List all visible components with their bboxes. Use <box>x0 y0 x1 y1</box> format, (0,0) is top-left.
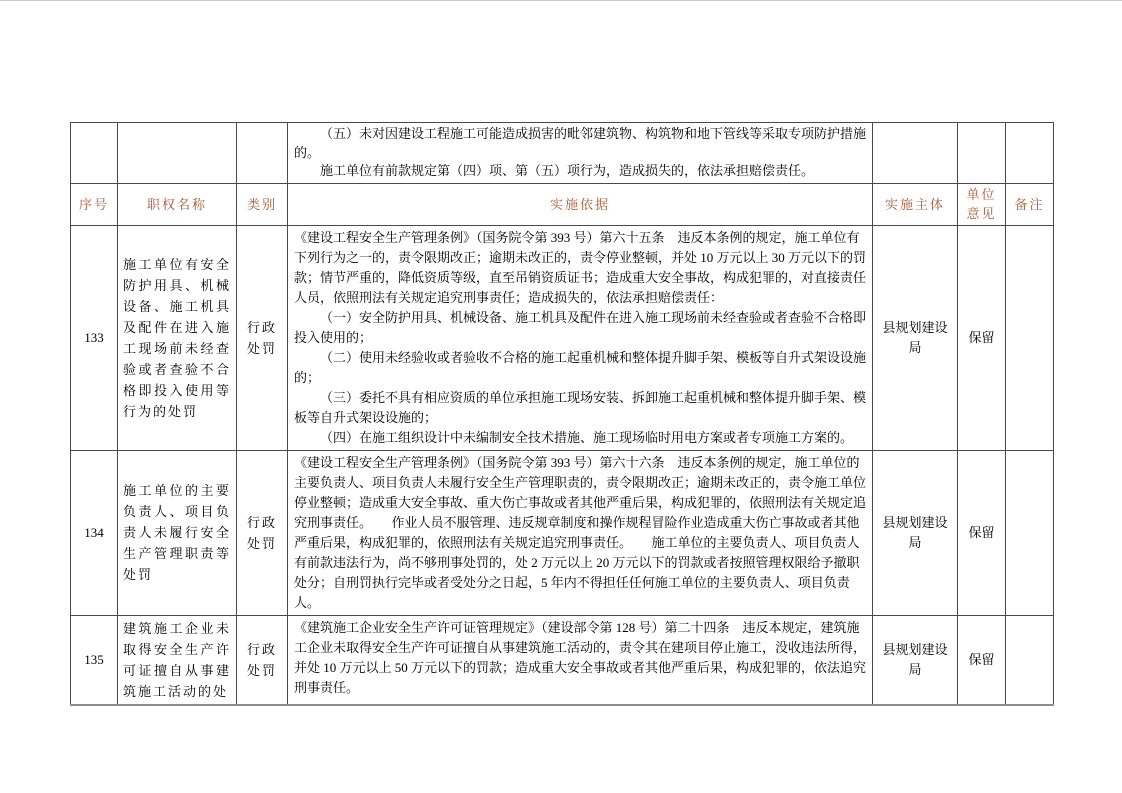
authority-cell: 县规划建设局 <box>873 225 958 450</box>
basis-paragraph: （五）未对因建设工程施工可能造成损害的毗邻建筑物、构筑物和地下管线等采取专项防护措施的。 <box>294 126 867 160</box>
basis-cell <box>288 615 873 705</box>
category-cell: 行政处罚 <box>237 615 288 705</box>
seq-cell: 133 <box>71 225 118 450</box>
header-row <box>71 183 1054 225</box>
opinion-cell: 保留 <box>958 615 1006 705</box>
remark-cell <box>1006 615 1054 705</box>
authority-table <box>70 122 1054 706</box>
basis-paragraph: 《建设工程安全生产管理条例》（国务院令第 393 号）第六十五条 违反本条例的规定，施工单位有下列行为之一的，责令限期改正；逾期未改正的，责令停业整顿，并处 10 万元以上 30 万元以下的罚款；情节严重的，降低资质等级，直至吊销资质证书；造成重大安全事故，构成犯罪的，对直接责任人员，依照刑法有关规定追究刑事责任；造成损失的，依法承担赔偿责任： <box>294 229 867 305</box>
basis-paragraph: （二）使用未经验收或者验收不合格的施工起重机械和整体提升脚手架、模板等自升式架设设施的； <box>294 349 867 385</box>
basis-paragraph: （三）委托不具有相应资质的单位承担施工现场安装、拆卸施工起重机械和整体提升脚手架、模板等自升式架设设施的； <box>294 389 867 425</box>
name-cell <box>118 123 237 184</box>
remark-cell <box>1006 123 1054 184</box>
header-remark: 备注 <box>1006 183 1054 225</box>
authority-cell: 县规划建设局 <box>873 450 958 615</box>
basis-paragraph: （一）安全防护用具、机械设备、施工机具及配件在进入施工现场前未经查验或者查验不合格即投入使用的； <box>294 309 867 345</box>
authority-cell: 县规划建设局 <box>873 615 958 705</box>
header-authority: 实施主体 <box>873 183 958 225</box>
basis-cell <box>288 450 873 615</box>
seq-cell: 134 <box>71 450 118 615</box>
category-cell <box>237 123 288 184</box>
opinion-cell: 保留 <box>958 450 1006 615</box>
basis-paragraph: 《建筑施工企业安全生产许可证管理规定》（建设部令第 128 号）第二十四条 违反本规定，建筑施工企业未取得安全生产许可证擅自从事建筑施工活动的，责令其在建项目停止施工，没收违法所得，并处 10 万元以上 50 万元以下的罚款；造成重大安全事故或者其他严重后果，构成犯罪的，依法追究刑事责任。 <box>294 619 867 695</box>
name-cell: 建筑施工企业未取得安全生产许可证擅自从事建筑施工活动的处 <box>118 615 237 705</box>
name-cell: 施工单位有安全防护用具、机械设备、施工机具及配件在进入施工现场前未经查验或者查验不合格即投入使用等行为的处罚 <box>118 225 237 450</box>
category-cell: 行政处罚 <box>237 225 288 450</box>
continuation-row <box>71 123 1054 184</box>
category-cell: 行政处罚 <box>237 450 288 615</box>
header-seq: 序号 <box>71 183 118 225</box>
seq-cell: 135 <box>71 615 118 705</box>
basis-paragraph: 《建设工程安全生产管理条例》（国务院令第 393 号）第六十六条 违反本条例的规定，施工单位的主要负责人、项目负责人未履行安全生产管理职责的，责令限期改正；逾期未改正的，责令施工单位停业整顿；造成重大安全事故、重大伤亡事故或者其他严重后果，构成犯罪的，依照刑法有关规定追究刑事责任。 作业人员不服管理、违反规章制度和操作规程冒险作业造成重大伤亡事故或者其他严重后果，构成犯罪的，依照刑法有关规定追究刑事责任。 施工单位的主要负责人、项目负责人有前款违法行为，尚不够刑事处罚的，处 2 万元以上 20 万元以下的罚款或者按照管理权限给予撤职处分；自刑罚执行完毕或者受处分之日起，5 年内不得担任任何施工单位的主要负责人、项目负责人。 <box>294 454 867 610</box>
basis-paragraph: （四）在施工组织设计中未编制安全技术措施、施工现场临时用电方案或者专项施工方案的。 <box>320 429 854 445</box>
header-basis: 实施依据 <box>288 183 873 225</box>
opinion-cell: 保留 <box>958 225 1006 450</box>
opinion-cell <box>958 123 1006 184</box>
remark-cell <box>1006 450 1054 615</box>
page-top-edge <box>0 0 1122 1</box>
basis-cell <box>288 225 873 450</box>
header-unit-opinion: 单位意见 <box>958 183 1006 225</box>
header-category: 类别 <box>237 183 288 225</box>
remark-cell <box>1006 225 1054 450</box>
table-row <box>71 450 1054 615</box>
header-power-name: 职权名称 <box>118 183 237 225</box>
table-row <box>71 225 1054 450</box>
basis-cell <box>288 123 873 184</box>
name-cell: 施工单位的主要负责人、项目负责人未履行安全生产管理职责等处罚 <box>118 450 237 615</box>
table-row <box>71 615 1054 705</box>
authority-cell <box>873 123 958 184</box>
seq-cell <box>71 123 118 184</box>
table-body <box>71 123 1054 705</box>
basis-paragraph: 施工单位有前款规定第（四）项、第（五）项行为，造成损失的，依法承担赔偿责任。 <box>320 163 815 178</box>
